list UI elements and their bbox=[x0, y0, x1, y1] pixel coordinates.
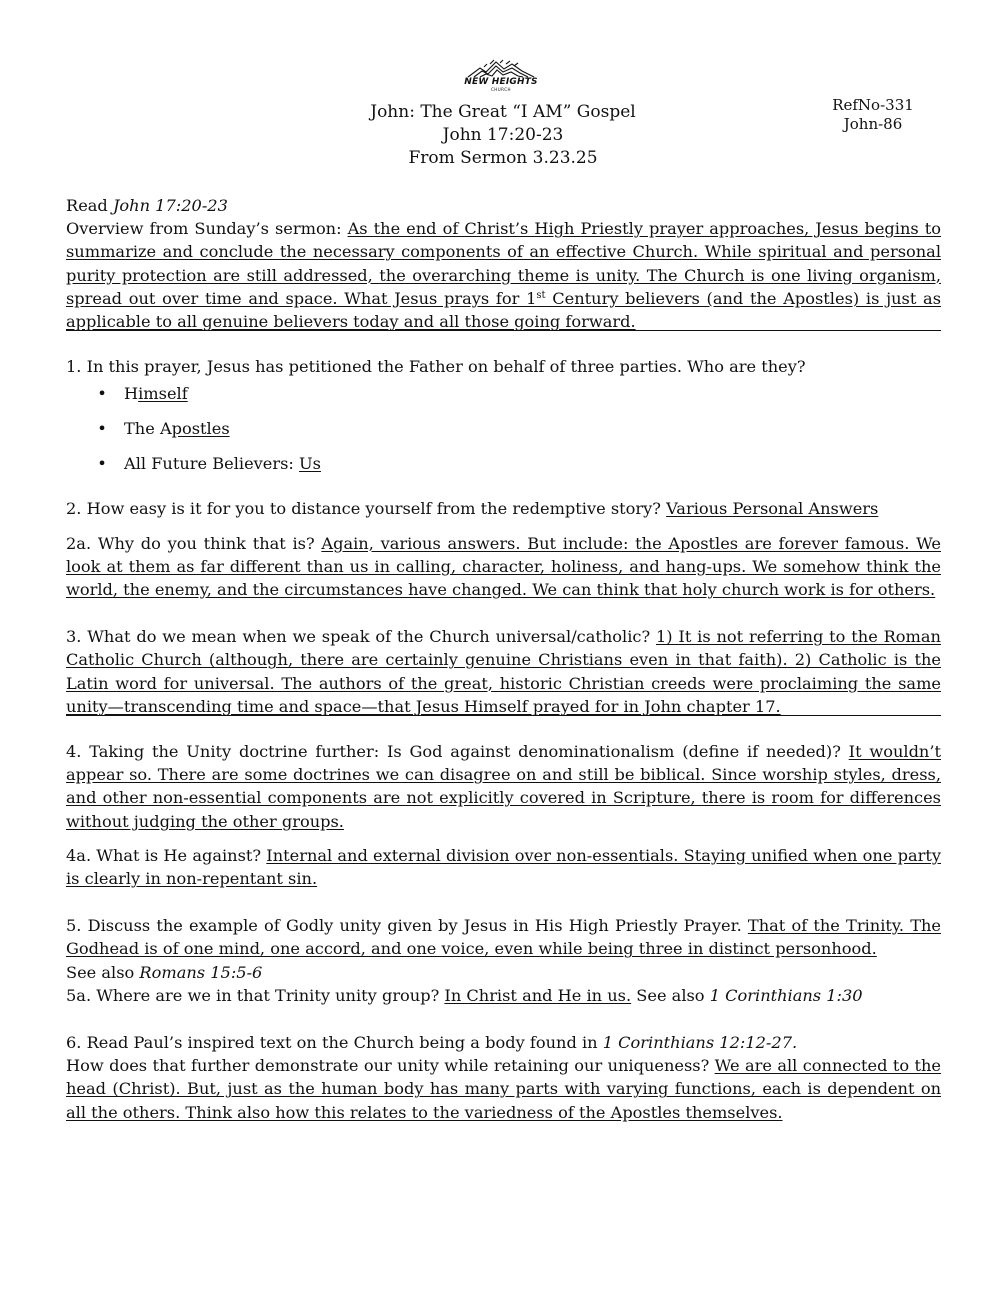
answer-text: It wouldn’t appear so. There are some doctrines we can disagree on and still be biblical. Since worship styles, dress, and other non-essential components are not explicitly covered in Scripture, there is room for differences without judging the other groups. bbox=[66, 742, 942, 831]
question-4a: 4a. What is He against? Internal and external division over non-essentials. Staying unified when one party is clearly in non-repentant sin. bbox=[66, 845, 942, 889]
read-line bbox=[66, 194, 941, 217]
title-block bbox=[300, 101, 706, 170]
question-4: 4. Taking the Unity doctrine further: Is God against denominationalism (define if needed)? It wouldn’t appear so. There are some doctrines we can disagree on and still be biblical. Since worship styles, dress, and other non-essential components are not explicitly covered in Scripture, there is room for differences without judging the other groups. bbox=[66, 742, 942, 831]
read-passage: John 17:20-23 bbox=[112, 196, 228, 215]
bullet-icon: • bbox=[97, 419, 107, 439]
series-number: John-86 bbox=[843, 115, 903, 133]
answer-text: Various Personal Answers bbox=[666, 499, 879, 519]
answer-text: Again, various answers. But include: the Apostles are forever famous. We look at them as far different than us in calling, character, holiness, and hang-ups. We somehow think the world, the enemy, and the circumstances have changed. We can think that holy church work is for others. bbox=[66, 533, 941, 600]
study-content bbox=[66, 194, 941, 1124]
read-label: Read bbox=[66, 196, 113, 215]
scripture-reference: 1 Corinthians 1:30 bbox=[709, 985, 863, 1005]
church-logo bbox=[455, 58, 547, 98]
bullet-icon: • bbox=[97, 384, 107, 404]
reference-number: RefNo-331 bbox=[832, 96, 914, 114]
passage-reference: John 17:20-23 bbox=[442, 125, 564, 145]
answer-text: Us bbox=[299, 454, 321, 474]
bullet-icon: • bbox=[97, 454, 107, 474]
answer-text: Internal and external division over non-essentials. Staying unified when one party is clearly in non-repentant sin. bbox=[66, 845, 942, 889]
question-3: 3. What do we mean when we speak of the Church universal/catholic? 1) It is not referring to the Roman Catholic Church (although, there are certainly genuine Christians even in that faith). 2) Catholic is the Latin word for universal. The authors of the great, historic Christian creeds were proclaiming the same unity—transcending time and space—that Jesus Himself prayed for in John chapter 17. bbox=[66, 627, 941, 716]
list-item: • All Future Believers: Us bbox=[97, 454, 321, 474]
scripture-reference: 1 Corinthians 12:12-27 bbox=[602, 1033, 792, 1053]
question-2a: 2a. Why do you think that is? Again, various answers. But include: the Apostles are forever famous. We look at them as far different than us in calling, character, holiness, and hang-ups. We somehow think the world, the enemy, and the circumstances have changed. We can think that holy church work is for others. bbox=[66, 533, 941, 600]
sermon-date: From Sermon 3.23.25 bbox=[408, 148, 598, 168]
party-list bbox=[66, 382, 941, 475]
mountain-logo-icon bbox=[466, 58, 536, 78]
question-6-followup: How does that further demonstrate our unity while retaining our uniqueness? We are all connected to the head (Christ). But, just as the human body has many parts with varying functions, each is dependent on all the others. Think also how this relates to the variedness of the Apostles themselves. bbox=[66, 1056, 941, 1122]
question-6: 6. Read Paul’s inspired text on the Church being a body found in 1 Corinthians 12:12-27. bbox=[66, 1033, 798, 1053]
list-item: • The Apostles bbox=[97, 419, 230, 439]
scripture-reference: Romans 15:5-6 bbox=[139, 962, 263, 982]
answer-text: 1) It is not referring to the Roman Catholic Church (although, there are certainly genuine Christians even in that faith). 2) Catholic is the Latin word for universal. The authors of the great, historic Christian creeds were proclaiming the same unity—transcending time and space—that Jesus Himself prayed for in John chapter 17. bbox=[66, 627, 941, 716]
question-1: 1. In this prayer, Jesus has petitioned the Father on behalf of three parties. Who are they? bbox=[66, 357, 806, 377]
answer-text: imself bbox=[138, 384, 188, 404]
logo-wordmark: NEW HEIGHTS bbox=[464, 77, 538, 87]
answer-text: That of the Trinity. The Godhead is of one mind, one accord, and one voice, even while being three in distinct personhood. bbox=[66, 916, 941, 959]
answer-text: In Christ and He in us. bbox=[444, 985, 632, 1005]
page-title: John: The Great “I AM” Gospel bbox=[370, 102, 636, 122]
question-5a: 5a. Where are we in that Trinity unity group? In Christ and He in us. See also 1 Corinthians 1:30 bbox=[66, 985, 863, 1005]
see-also-line: See also Romans 15:5-6 bbox=[66, 962, 263, 982]
list-item: • Himself bbox=[97, 384, 188, 404]
overview-paragraph bbox=[66, 217, 941, 333]
overview-text: As the end of Christ’s High Priestly prayer approaches, Jesus begins to summarize and conclude the necessary components of an effective Church. While spiritual and personal purity protection are still addressed, the overarching theme is unity. The Church is one living organism, spread out over time and space. What Jesus prays for 1st Century believers (and the Apostles) is just as applicable to all genuine believers today and all those going forward. bbox=[66, 219, 942, 332]
answer-text: postles bbox=[171, 419, 230, 439]
question-2: 2. How easy is it for you to distance yourself from the redemptive story? Various Personal Answers bbox=[66, 499, 879, 519]
reference-block bbox=[818, 96, 928, 134]
answer-text: We are all connected to the head (Christ). But, just as the human body has many parts with varying functions, each is dependent on all the others. Think also how this relates to the variedness of the Apostles themselves. bbox=[66, 1056, 941, 1122]
overview-label: Overview from Sunday’s sermon: bbox=[66, 219, 348, 239]
logo-subtext: CHURCH bbox=[490, 87, 512, 92]
question-5: 5. Discuss the example of Godly unity given by Jesus in His High Priestly Prayer. That of the Trinity. The Godhead is of one mind, one accord, and one voice, even while being three in distinct personhood. bbox=[66, 916, 941, 959]
